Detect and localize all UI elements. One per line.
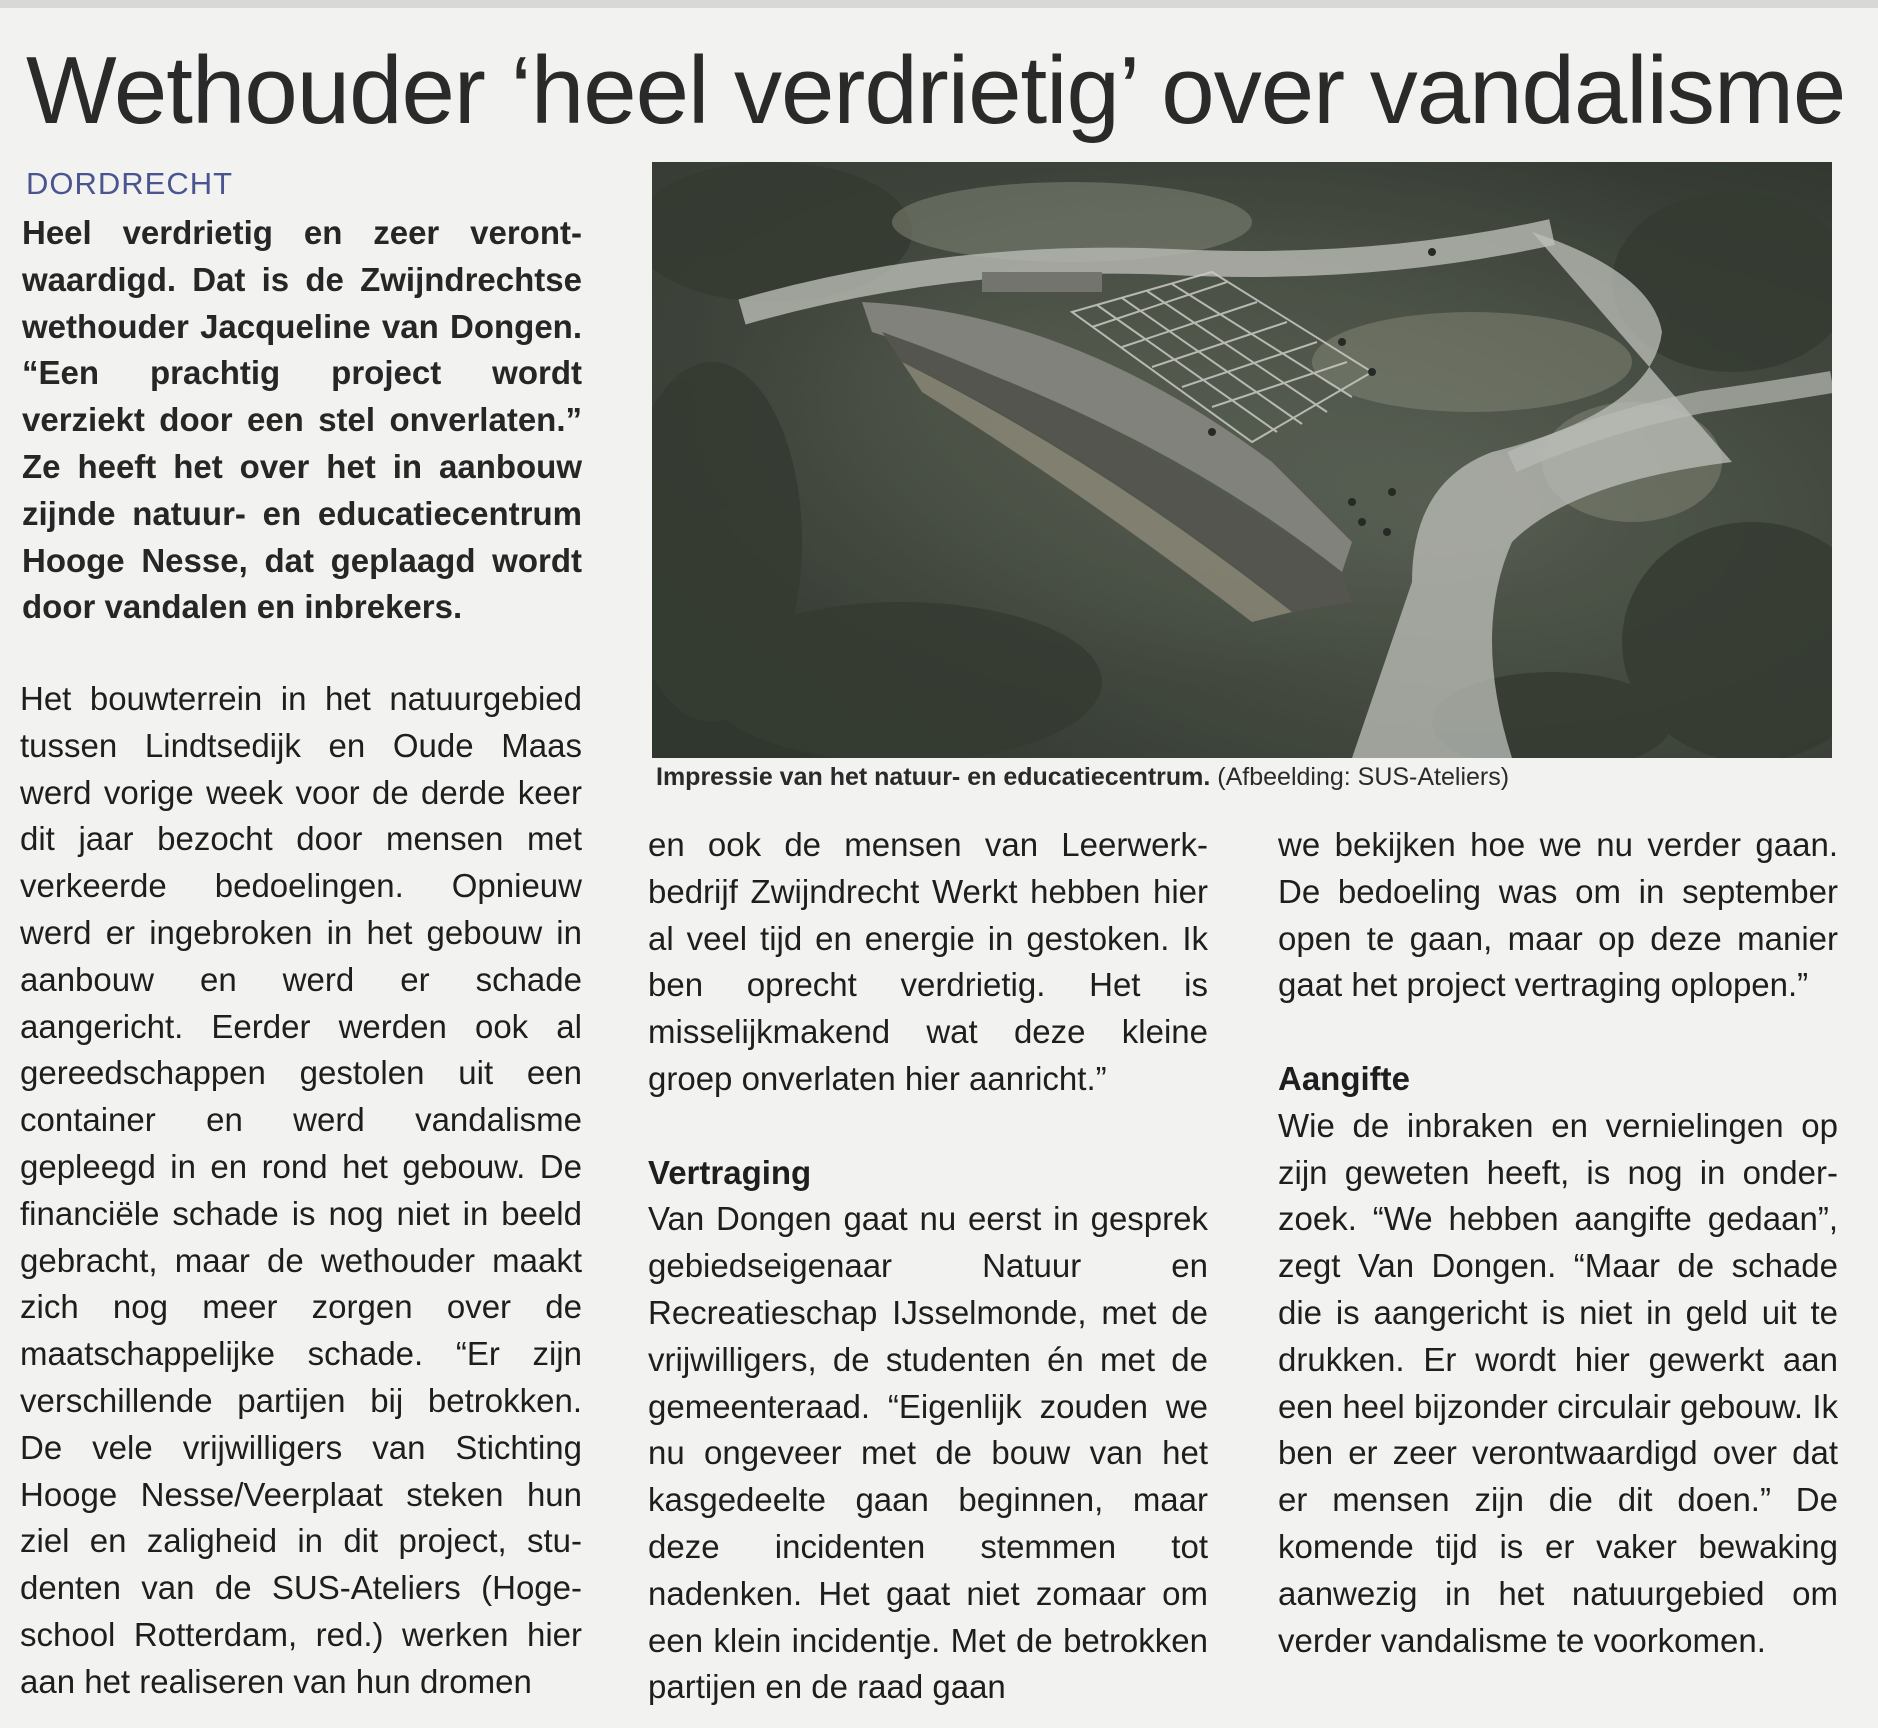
headline: Wethouder ‘heel verdrietig’ over vandalisme — [26, 37, 1846, 144]
body-paragraph-3a: we bekijken hoe we nu verder gaan. De bedoeling was om in september open te gaan, maar op deze manier gaat het project vertraging oplopen.” — [1278, 826, 1838, 1004]
kicker-location: DORDRECHT — [26, 166, 234, 201]
body-paragraph-2b: Van Dongen gaat nu eerst in gesprek gebiedseigenaar Natuur en Recreatieschap IJsselmonde, met de vrijwilligers, de studenten én met de gemeenteraad. “Eigenlijk zouden we nu ongeveer met de bouw van het kasgedeelte gaan beginnen, maar deze incidenten stemmen tot nadenken. Het gaat niet zomaar om een klein incidentje. Met de betrokken partijen en de raad gaan — [648, 1200, 1208, 1706]
body-column-3 — [1278, 822, 1838, 1664]
subhead-aangifte: Aangifte — [1278, 1059, 1410, 1097]
body-paragraph-3b: Wie de inbraken en vernielingen op zijn geweten heeft, is nog in onderzoek. “We hebben aangifte gedaan”, zegt Van Dongen. “Maar de schade die is aangericht is niet in geld uit te drukken. Er wordt hier gewerkt aan een heel bijzonder circulair gebouw. Ik ben er zeer verontwaardigd over dat er mensen zijn die dit doen.” De komende tijd is er vaker bewaking aanwezig in het natuurgebied om verder vandalisme te voorkomen. — [1278, 1106, 1838, 1659]
page-top-edge — [0, 0, 1878, 8]
nature-center-impression-image — [652, 162, 1832, 758]
body-paragraph-1: Het bouwterrein in het natuurgebied tussen Lindtsedijk en Oude Maas werd vorige week voor de derde keer dit jaar bezocht door mensen met verkeerde bedoelingen. Opnieuw werd er ingebroken in het gebouw in aanbouw en werd er schade aangericht. Eerder werden ook al gereedschappen gestolen uit een container en werd vandalisme gepleegd in en rond het gebouw. De financiële schade is nog niet in beeld gebracht, maar de wethouder maakt zich nog meer zorgen over de maatschappelijke schade. “Er zijn verschillende partijen bij betrokken. De vele vrijwilligers van Stichting Hooge Nesse/Veerplaat steken hun ziel en zaligheid in dit project, studenten van de SUS-Ateliers (Hogeschool Rotterdam, red.) werken hier aan het realiseren van hun dromen — [20, 680, 582, 1700]
body-column-2 — [648, 822, 1208, 1711]
body-paragraph-2a: en ook de mensen van Leerwerkbedrijf Zwijndrecht Werkt hebben hier al veel tijd en energie in gestoken. Ik ben oprecht verdrietig. Het is misselijkmakend wat deze kleine groep onverlaten hier aanricht.” — [648, 826, 1208, 1097]
caption-text: Impressie van het natuur- en educatiecentrum. — [656, 763, 1211, 791]
subhead-vertraging: Vertraging — [648, 1153, 812, 1191]
caption-credit: (Afbeelding: SUS-Ateliers) — [1217, 763, 1510, 791]
article-photo — [652, 162, 1832, 758]
photo-caption — [656, 760, 1836, 794]
body-column-1 — [20, 676, 582, 1706]
lead-paragraph: Heel verdrietig en zeer verontwaardigd. Dat is de Zwijndrechtse wethouder Jacqueline van Dongen. “Een prachtig project wordt verziekt door een stel onverlaten.” Ze heeft het over het in aanbouw zijnde natuur- en educatiecentrum Hooge Nesse, dat geplaagd wordt door vandalen en inbrekers. — [22, 214, 582, 626]
